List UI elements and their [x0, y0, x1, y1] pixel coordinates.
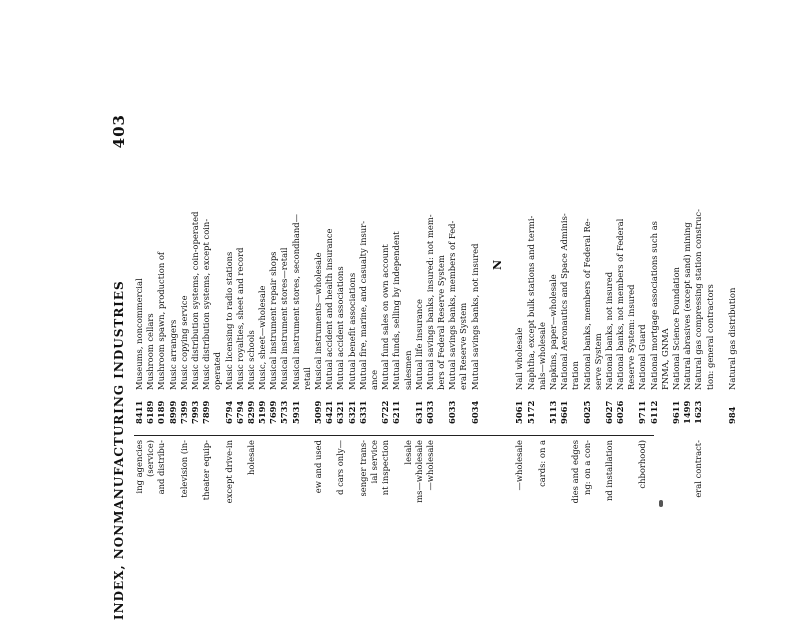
index-line — [503, 108, 514, 620]
industry-description: Music distribution systems, coin-operated — [189, 211, 200, 390]
left-column-fragment: chborhood) — [637, 440, 648, 489]
page-number: 403 — [110, 114, 128, 149]
industry-description: National banks, members of Federal Re- — [581, 218, 592, 390]
sic-code: 9611 — [671, 400, 681, 424]
sic-code: 6034 — [469, 400, 480, 424]
industry-description: Mushroom spawn, production of — [156, 251, 167, 390]
left-column-fragment: —wholesale — [514, 440, 525, 491]
left-column-fragment: lesale — [402, 440, 413, 465]
index-line — [358, 108, 369, 620]
index-line — [526, 108, 537, 620]
index-line — [168, 108, 179, 620]
page-title: INDEX, NONMANUFACTURING INDUSTRIES — [112, 280, 126, 620]
index-line — [593, 108, 604, 620]
sic-code: 5199 — [257, 400, 268, 424]
industry-description: Museums, noncommercial — [134, 278, 144, 390]
industry-description: Music licensing to radio stations — [223, 251, 234, 390]
industry-description: National Aeronautics and Space Adminis- — [559, 213, 570, 390]
sic-code: 6722 — [380, 400, 391, 424]
industry-description: National banks, not members of Federal — [615, 218, 626, 390]
sic-code: 8999 — [167, 400, 178, 424]
index-line — [268, 108, 279, 620]
index-line — [604, 108, 615, 620]
sic-code: 5172 — [525, 400, 536, 424]
sic-code: 9711 — [637, 400, 648, 424]
index-line — [425, 108, 436, 620]
industry-description: Naphtha, except bulk stations and termi- — [525, 215, 536, 390]
index-line — [582, 108, 593, 620]
sic-code: 7993 — [189, 400, 200, 424]
index-line — [548, 108, 559, 620]
index-line — [313, 108, 324, 620]
index-line — [324, 108, 335, 620]
rotated-index-page — [110, 108, 737, 620]
sic-code: 984 — [726, 406, 737, 424]
left-column-fragment: television (in- — [178, 440, 189, 498]
left-column-fragment: senger trans- — [357, 440, 368, 497]
left-column-fragment: ial service — [368, 440, 379, 484]
sic-code: 5099 — [313, 400, 323, 424]
industry-description: Music distribution systems, except coin- — [201, 218, 212, 390]
index-line — [626, 108, 637, 620]
industry-description: Mutual fund sales on own account — [380, 244, 391, 390]
sic-code: 6321 — [335, 400, 346, 424]
industry-description: Mutual fire, marine, and casualty insur- — [357, 220, 368, 390]
index-line — [470, 108, 481, 620]
industry-description: Musical instrument repair shops — [268, 251, 279, 390]
sic-code: 6794 — [234, 400, 245, 424]
index-line — [291, 108, 302, 620]
industry-description: Natural gas compressing station construc- — [693, 209, 704, 390]
industry-description: tion: general contractors — [704, 284, 715, 390]
sic-code: 6321 — [346, 400, 357, 424]
index-line — [671, 108, 682, 620]
sic-code: 6027 — [603, 400, 614, 424]
sic-code: 6189 — [145, 400, 156, 424]
index-line — [559, 108, 570, 620]
index-line — [436, 108, 447, 620]
sic-code: 7399 — [178, 400, 189, 424]
industry-description: Musical instrument stores—retail — [279, 247, 290, 390]
sic-code: 6331 — [357, 400, 368, 424]
industry-description: N — [491, 259, 504, 270]
index-line — [693, 108, 704, 620]
index-line — [447, 108, 458, 620]
industry-description: National banks, not insured — [603, 271, 614, 390]
index-line — [570, 108, 581, 620]
left-column-fragment: nd installation — [603, 440, 614, 501]
index-line — [660, 108, 671, 620]
industry-description: Mutual savings banks, insured: not mem- — [424, 214, 435, 390]
industry-description: salesmen — [402, 350, 413, 390]
industry-description: National mortgage associations such as — [648, 221, 659, 390]
index-line — [716, 108, 727, 620]
industry-description: FNMA, GNMA — [659, 328, 670, 390]
sic-code: 1623 — [693, 400, 704, 424]
sic-code: 6794 — [223, 400, 234, 424]
sic-code: 8299 — [245, 400, 256, 424]
left-column-fragment: holesale — [245, 440, 256, 475]
left-column-fragment: dies and edges — [570, 440, 581, 504]
left-column-fragment: ms—wholesale — [413, 440, 424, 503]
index-line — [179, 108, 190, 620]
left-column-fragment: ng: on a con- — [581, 440, 592, 495]
industry-description: bers of Federal Reserve System — [436, 255, 447, 390]
industry-description: Mutual accident associations — [335, 266, 346, 390]
industry-description: Natural gas distribution — [726, 287, 737, 390]
index-line — [212, 108, 223, 620]
sic-code: 6033 — [424, 400, 435, 424]
industry-description: Music copying service — [178, 295, 189, 390]
left-column-fragment: (service) — [145, 440, 156, 477]
index-line — [279, 108, 290, 620]
sic-code: 6033 — [447, 400, 458, 424]
left-column-fragment: theater equip- — [201, 440, 212, 501]
index-line — [727, 108, 738, 620]
page-header — [110, 108, 132, 620]
scan-speck — [659, 500, 663, 507]
index-line — [514, 108, 525, 620]
industry-description: serve System — [592, 333, 603, 390]
industry-description: Nail wholesale — [514, 327, 525, 390]
index-line — [347, 108, 358, 620]
industry-description: Napkins, paper—wholesale — [547, 274, 558, 390]
index-line — [190, 108, 201, 620]
sic-code: 6025 — [581, 400, 592, 424]
industry-description: operated — [212, 351, 223, 390]
sic-code: 7699 — [268, 400, 279, 424]
industry-description: Mushroom cellars — [145, 313, 156, 390]
index-line — [458, 108, 469, 620]
left-column-fragment: ew and used — [313, 440, 323, 494]
sic-code: 0189 — [156, 400, 167, 424]
industry-description: Mutual funds, selling by independent — [391, 231, 402, 390]
industry-description: Music, sheet—wholesale — [257, 285, 268, 390]
left-column-fragment: ing agencies — [134, 440, 144, 494]
industry-description: tration — [570, 361, 581, 390]
index-line — [403, 108, 414, 620]
industry-description: Mutual life insurance — [413, 299, 424, 390]
index-line — [391, 108, 402, 620]
index-line — [302, 108, 313, 620]
sic-code: 9661 — [559, 400, 570, 424]
index-entries — [134, 108, 738, 620]
index-line — [380, 108, 391, 620]
industry-description: Mutual accident and health insurance — [324, 228, 335, 390]
industry-description: Music schools — [245, 330, 256, 390]
sic-code: 6211 — [391, 400, 402, 424]
industry-description: Natural abrasives (except sand) mining — [682, 222, 693, 390]
left-column-fragment: d cars only— — [335, 440, 346, 495]
sic-code: 7899 — [201, 400, 212, 424]
index-line — [369, 108, 380, 620]
left-column-fragment: cards: on a — [536, 440, 547, 487]
left-column-fragment: except drive-in — [223, 440, 234, 504]
industry-description: Reserve System: insured — [626, 284, 637, 390]
index-line — [537, 108, 548, 620]
index-line — [414, 108, 425, 620]
index-line — [637, 108, 648, 620]
sic-code: 5733 — [279, 400, 290, 424]
sic-code: 6311 — [413, 400, 424, 424]
index-line — [335, 108, 346, 620]
index-line — [134, 108, 145, 620]
industry-description: ance — [368, 369, 379, 390]
industry-description: Mutual savings banks, members of Fed- — [447, 220, 458, 390]
sic-code: 6421 — [324, 400, 335, 424]
industry-description: Mutual benefit associations — [346, 272, 357, 390]
index-line — [246, 108, 257, 620]
index-line — [481, 108, 492, 620]
sic-code: 5931 — [290, 400, 301, 424]
industry-description: Music royalties, sheet and record — [234, 247, 245, 390]
index-line — [145, 108, 156, 620]
industry-description: nals—wholesale — [536, 322, 547, 390]
left-column-fragment: eral contract- — [693, 440, 704, 498]
index-line — [649, 108, 660, 620]
industry-description: Musical instruments—wholesale — [313, 252, 323, 390]
industry-description: retail — [301, 367, 312, 390]
index-line — [682, 108, 693, 620]
left-column-fragment: —wholesale — [424, 440, 435, 491]
sic-code: 1499 — [682, 400, 693, 424]
index-line — [235, 108, 246, 620]
index-line — [257, 108, 268, 620]
index-line — [705, 108, 716, 620]
index-line — [615, 108, 626, 620]
sic-code: 5061 — [514, 400, 525, 424]
index-line — [224, 108, 235, 620]
sic-code: 8411 — [134, 400, 144, 424]
sic-code: 6112 — [648, 400, 659, 424]
industry-description: Mutual savings banks, not insured — [469, 243, 480, 390]
sic-code: 6026 — [615, 400, 626, 424]
sic-code: 5113 — [547, 400, 558, 424]
left-column-fragment: nt inspection — [380, 440, 391, 496]
industry-description: Musical instrument stores, secondhand— — [290, 214, 301, 390]
index-line — [201, 108, 212, 620]
section-letter — [492, 108, 503, 620]
left-column-fragment: and distribu- — [156, 440, 167, 495]
industry-description: eral Reserve System — [458, 302, 469, 390]
industry-description: National Science Foundation — [671, 267, 681, 390]
industry-description: National Guard — [637, 324, 648, 390]
industry-description: Music arrangers — [167, 319, 178, 390]
index-line — [156, 108, 167, 620]
